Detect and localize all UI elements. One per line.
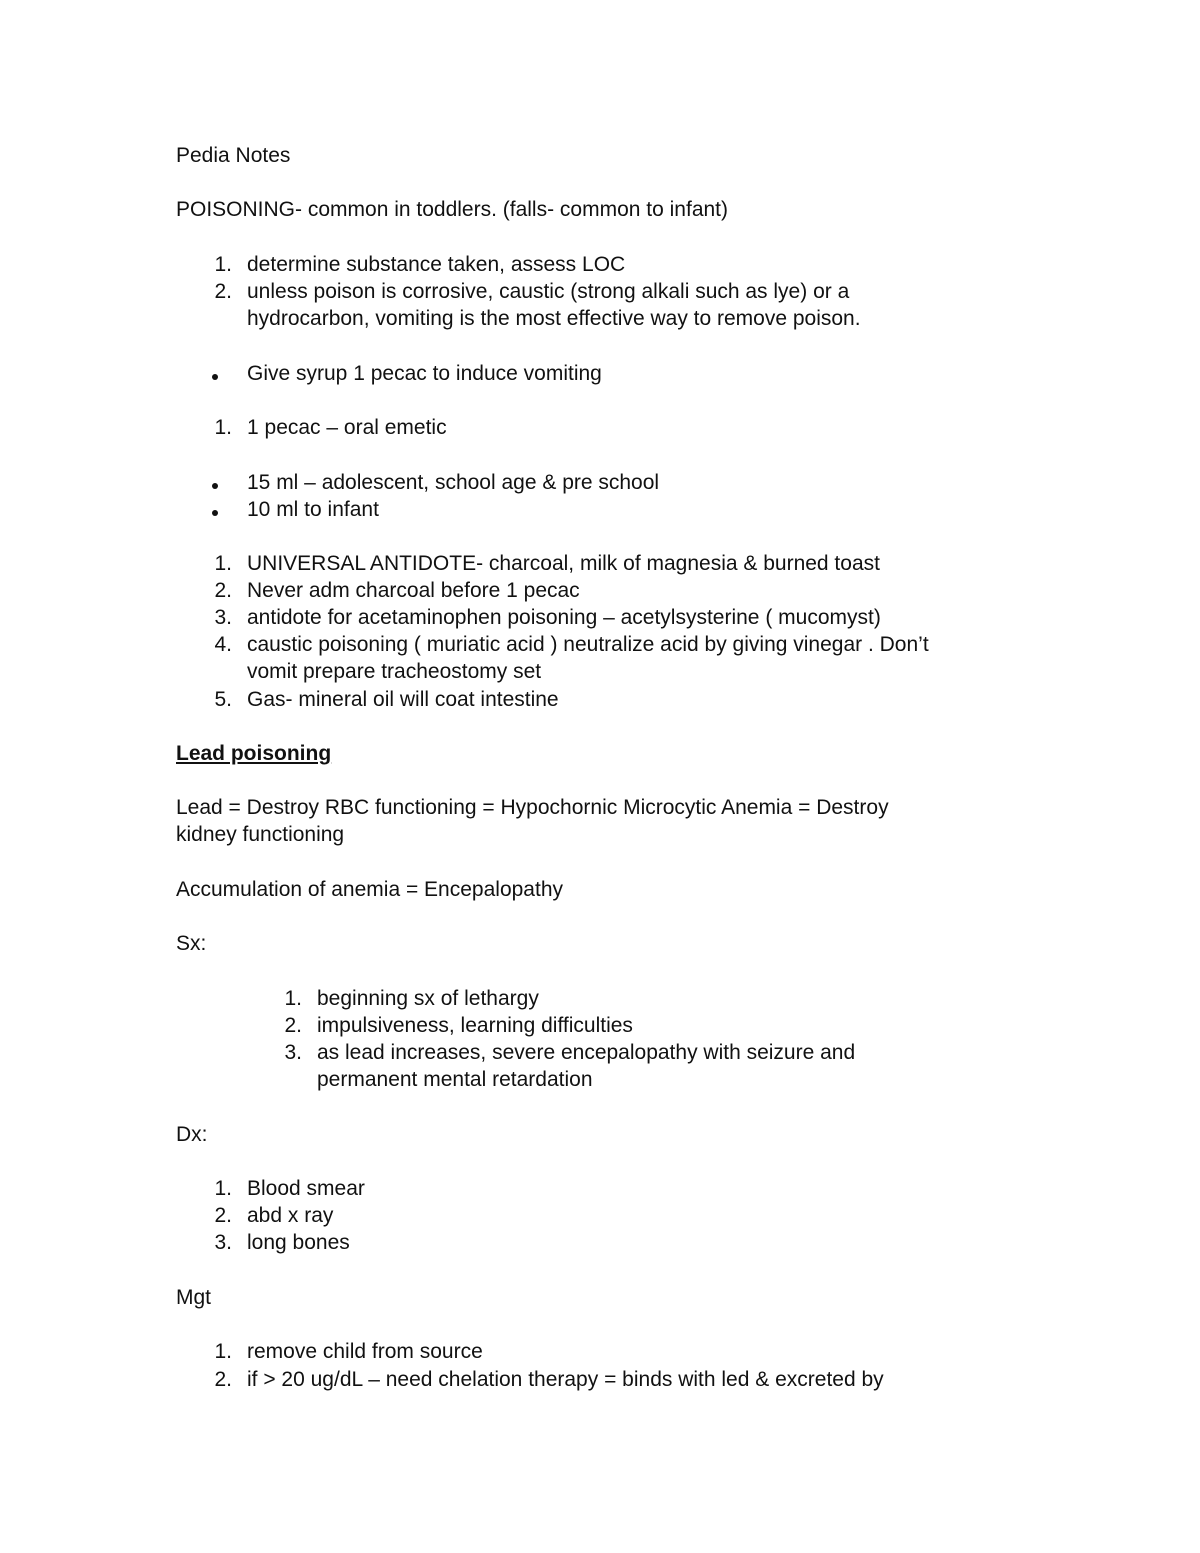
list-marker: 1.	[284, 987, 302, 1010]
list-item: if > 20 ug/dL – need chelation therapy = binds with led & excreted by	[247, 1368, 884, 1391]
list-item: Never adm charcoal before 1 pecac	[247, 579, 580, 602]
list-marker: 3.	[284, 1041, 302, 1064]
list-item: Blood smear	[247, 1177, 365, 1200]
list-marker: 2.	[214, 280, 232, 303]
list-item: Gas- mineral oil will coat intestine	[247, 688, 559, 711]
bullet-item: 15 ml – adolescent, school age & pre school	[247, 471, 660, 494]
list-item: remove child from source	[247, 1340, 483, 1363]
list-marker: 3.	[214, 1231, 232, 1254]
list-item: as lead increases, severe encepalopathy with seizure and	[317, 1041, 856, 1064]
list-marker: 2.	[284, 1014, 302, 1037]
list-item: impulsiveness, learning difficulties	[317, 1014, 633, 1037]
list-marker: 5.	[214, 688, 232, 711]
list-item: UNIVERSAL ANTIDOTE- charcoal, milk of magnesia & burned toast	[247, 552, 880, 575]
list-item: beginning sx of lethargy	[317, 987, 539, 1010]
dx-label: Dx:	[176, 1123, 208, 1146]
list-item-continuation: hydrocarbon, vomiting is the most effective way to remove poison.	[247, 307, 861, 330]
list-marker: 4.	[214, 633, 232, 656]
bullet-marker	[212, 510, 218, 516]
list-marker: 2.	[214, 1204, 232, 1227]
list-marker: 1.	[214, 416, 232, 439]
list-item: antidote for acetaminophen poisoning – acetylsysterine ( mucomyst)	[247, 606, 881, 629]
list-marker: 3.	[214, 606, 232, 629]
list-marker: 2.	[214, 1368, 232, 1391]
bullet-marker	[212, 374, 218, 380]
paragraph-line: Accumulation of anemia = Encepalopathy	[176, 878, 563, 901]
paragraph-line: kidney functioning	[176, 823, 345, 846]
bullet-item: Give syrup 1 pecac to induce vomiting	[247, 362, 602, 385]
sx-label: Sx:	[176, 932, 207, 955]
list-item: determine substance taken, assess LOC	[247, 253, 626, 276]
paragraph-line: Lead = Destroy RBC functioning = Hypochornic Microcytic Anemia = Destroy	[176, 796, 889, 819]
list-item: abd x ray	[247, 1204, 334, 1227]
mgt-label: Mgt	[176, 1286, 212, 1309]
list-item-continuation: permanent mental retardation	[317, 1068, 593, 1091]
page-title: Pedia Notes	[176, 144, 291, 167]
list-item: long bones	[247, 1231, 350, 1254]
bullet-item: 10 ml to infant	[247, 498, 379, 521]
list-item: 1 pecac – oral emetic	[247, 416, 447, 439]
list-marker: 1.	[214, 1340, 232, 1363]
list-marker: 1.	[214, 552, 232, 575]
bullet-marker	[212, 483, 218, 489]
list-item-continuation: vomit prepare tracheostomy set	[247, 660, 542, 683]
list-marker: 1.	[214, 253, 232, 276]
poisoning-intro: POISONING- common in toddlers. (falls- common to infant)	[176, 198, 728, 221]
list-item: caustic poisoning ( muriatic acid ) neutralize acid by giving vinegar . Don’t	[247, 633, 929, 656]
list-marker: 2.	[214, 579, 232, 602]
section-heading: Lead poisoning	[176, 742, 332, 765]
list-marker: 1.	[214, 1177, 232, 1200]
list-item: unless poison is corrosive, caustic (strong alkali such as lye) or a	[247, 280, 850, 303]
